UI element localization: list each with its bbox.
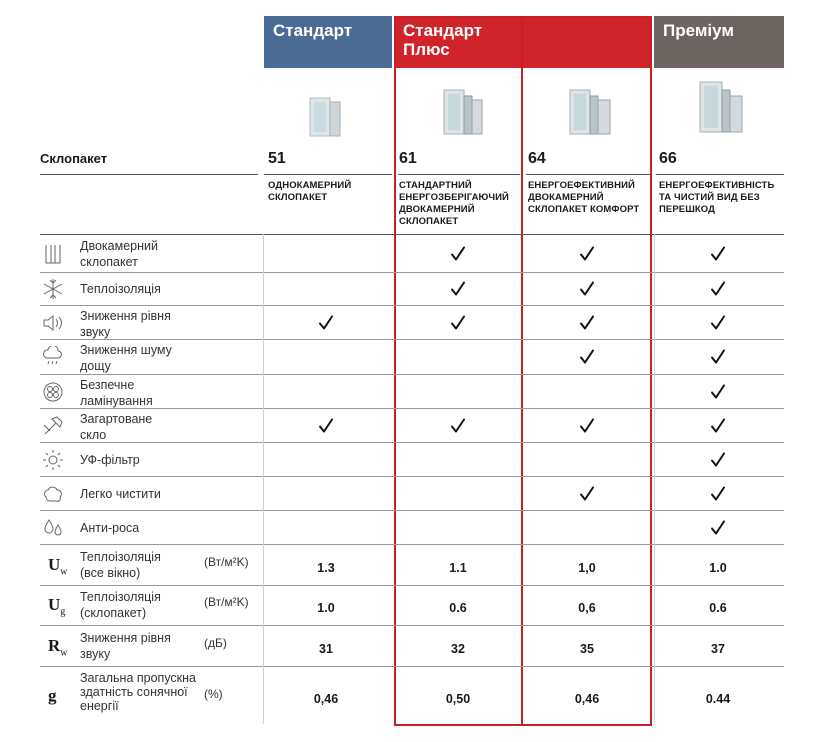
metric-label: Теплоізоляція (склопакет) <box>80 590 161 620</box>
feature-label: Теплоізоляція <box>80 282 161 296</box>
feature-row <box>0 236 823 272</box>
check-icon <box>450 281 466 297</box>
feature-row <box>0 273 823 305</box>
package-header-standart <box>264 16 392 68</box>
metric-value: 1.0 <box>317 601 335 615</box>
check-icon <box>710 349 726 365</box>
feature-label: Безпечне ламінування <box>80 378 153 408</box>
droplets-icon <box>42 517 64 539</box>
cloud-clean-icon <box>42 483 64 505</box>
metric-value: 37 <box>711 642 725 656</box>
check-icon <box>710 384 726 400</box>
column-description-61: СТАНДАРТНИЙ ЕНЕРГОЗБЕРІГАЮЧИЙ ДВОКАМЕРНИЙ СКЛОПАКЕТ <box>399 180 509 227</box>
double-pane-icon <box>42 243 64 265</box>
check-icon <box>318 418 334 434</box>
metric-value: 0.6 <box>449 601 467 615</box>
column-number-51: 51 <box>268 150 286 167</box>
column-number-64: 64 <box>528 150 546 167</box>
hammer-icon <box>42 415 64 437</box>
check-icon <box>710 452 726 468</box>
metric-label: Зниження рівня звуку <box>80 631 171 661</box>
metric-label: Загальна пропускна здатність сонячної енергії <box>80 671 196 713</box>
check-icon <box>318 315 334 331</box>
rain-cloud-icon <box>42 346 64 368</box>
metric-row <box>0 627 823 665</box>
feature-row <box>0 409 823 442</box>
metric-unit: (Вт/м²K) <box>204 555 249 569</box>
divider <box>526 174 650 175</box>
window-61-image <box>432 86 492 142</box>
column-description-64: ЕНЕРГОЕФЕКТИВНИЙ ДВОКАМЕРНИЙ СКЛОПАКЕТ КОМФОРТ <box>528 180 640 215</box>
check-icon <box>579 281 595 297</box>
metric-row <box>0 586 823 624</box>
metric-value: 0,46 <box>574 692 600 706</box>
package-title: Стандарт <box>273 21 353 40</box>
metric-row <box>0 667 823 725</box>
snowflake-icon <box>42 278 64 300</box>
feature-label: Загартоване скло <box>80 412 153 442</box>
feature-label: УФ-фільтр <box>80 452 140 467</box>
metric-value: 31 <box>319 642 333 656</box>
feature-label: Двокамерний склопакет <box>80 239 158 269</box>
feature-row <box>0 306 823 339</box>
feature-row <box>0 340 823 374</box>
divider <box>264 174 392 175</box>
window-64-image <box>560 86 620 142</box>
check-icon <box>579 418 595 434</box>
divider <box>40 174 258 175</box>
check-icon <box>710 281 726 297</box>
metric-unit: (Вт/м²K) <box>204 595 249 609</box>
check-icon <box>579 246 595 262</box>
laminated-glass-icon <box>42 381 64 403</box>
check-icon <box>710 418 726 434</box>
feature-label: Анти-роса <box>80 520 140 535</box>
metric-value: 1.3 <box>317 561 335 575</box>
window-51-image <box>296 92 356 142</box>
feature-row <box>0 375 823 408</box>
package-title: Преміум <box>663 21 734 40</box>
metric-value: 1.1 <box>449 561 467 575</box>
package-title: Стандарт Плюс <box>403 21 483 59</box>
metric-label: Теплоізоляція (все вікно) <box>80 550 161 580</box>
check-icon <box>450 418 466 434</box>
metric-value: 0,6 <box>578 601 596 615</box>
divider <box>656 174 784 175</box>
metric-value: 0,46 <box>313 692 339 706</box>
check-icon <box>579 349 595 365</box>
metric-value: 0,50 <box>445 692 471 706</box>
metric-value: 0.6 <box>709 601 727 615</box>
column-description-66: ЕНЕРГОЕФЕКТИВНІСТЬ ТА ЧИСТИЙ ВИД БЕЗ ПЕРЕШКОД <box>659 180 775 215</box>
column-number-66: 66 <box>659 150 677 167</box>
check-icon <box>710 315 726 331</box>
check-icon <box>710 486 726 502</box>
feature-row <box>0 477 823 510</box>
metric-value: 32 <box>451 642 465 656</box>
window-66-image <box>690 80 750 142</box>
row-header-label: Склопакет <box>40 151 108 166</box>
sun-icon <box>42 449 64 471</box>
column-description-51: ОДНОКАМЕРНИЙ СКЛОПАКЕТ <box>268 180 352 203</box>
check-icon <box>710 246 726 262</box>
metric-unit: (%) <box>204 687 223 701</box>
check-icon <box>450 246 466 262</box>
feature-row <box>0 511 823 544</box>
metric-symbol: $U_g$ <box>48 595 66 618</box>
feature-row <box>0 443 823 476</box>
feature-label: Зниження рівня звуку <box>80 309 171 339</box>
package-header-premium <box>654 16 784 68</box>
check-icon <box>710 520 726 536</box>
metric-unit: (дБ) <box>204 636 227 650</box>
divider <box>398 174 520 175</box>
metric-symbol: $R_w$ <box>48 636 68 659</box>
speaker-icon <box>42 312 64 334</box>
metric-value: 0.44 <box>705 692 731 706</box>
metric-row <box>0 546 823 584</box>
check-icon <box>450 315 466 331</box>
feature-label: Легко чистити <box>80 486 161 501</box>
check-icon <box>579 315 595 331</box>
metric-value: 35 <box>580 642 594 656</box>
check-icon <box>579 486 595 502</box>
metric-symbol: g <box>48 686 57 705</box>
column-number-61: 61 <box>399 150 417 167</box>
metric-value: 1.0 <box>709 561 727 575</box>
metric-symbol: $U_w$ <box>48 555 68 578</box>
feature-label: Зниження шуму дощу <box>80 343 172 373</box>
metric-value: 1,0 <box>578 561 596 575</box>
